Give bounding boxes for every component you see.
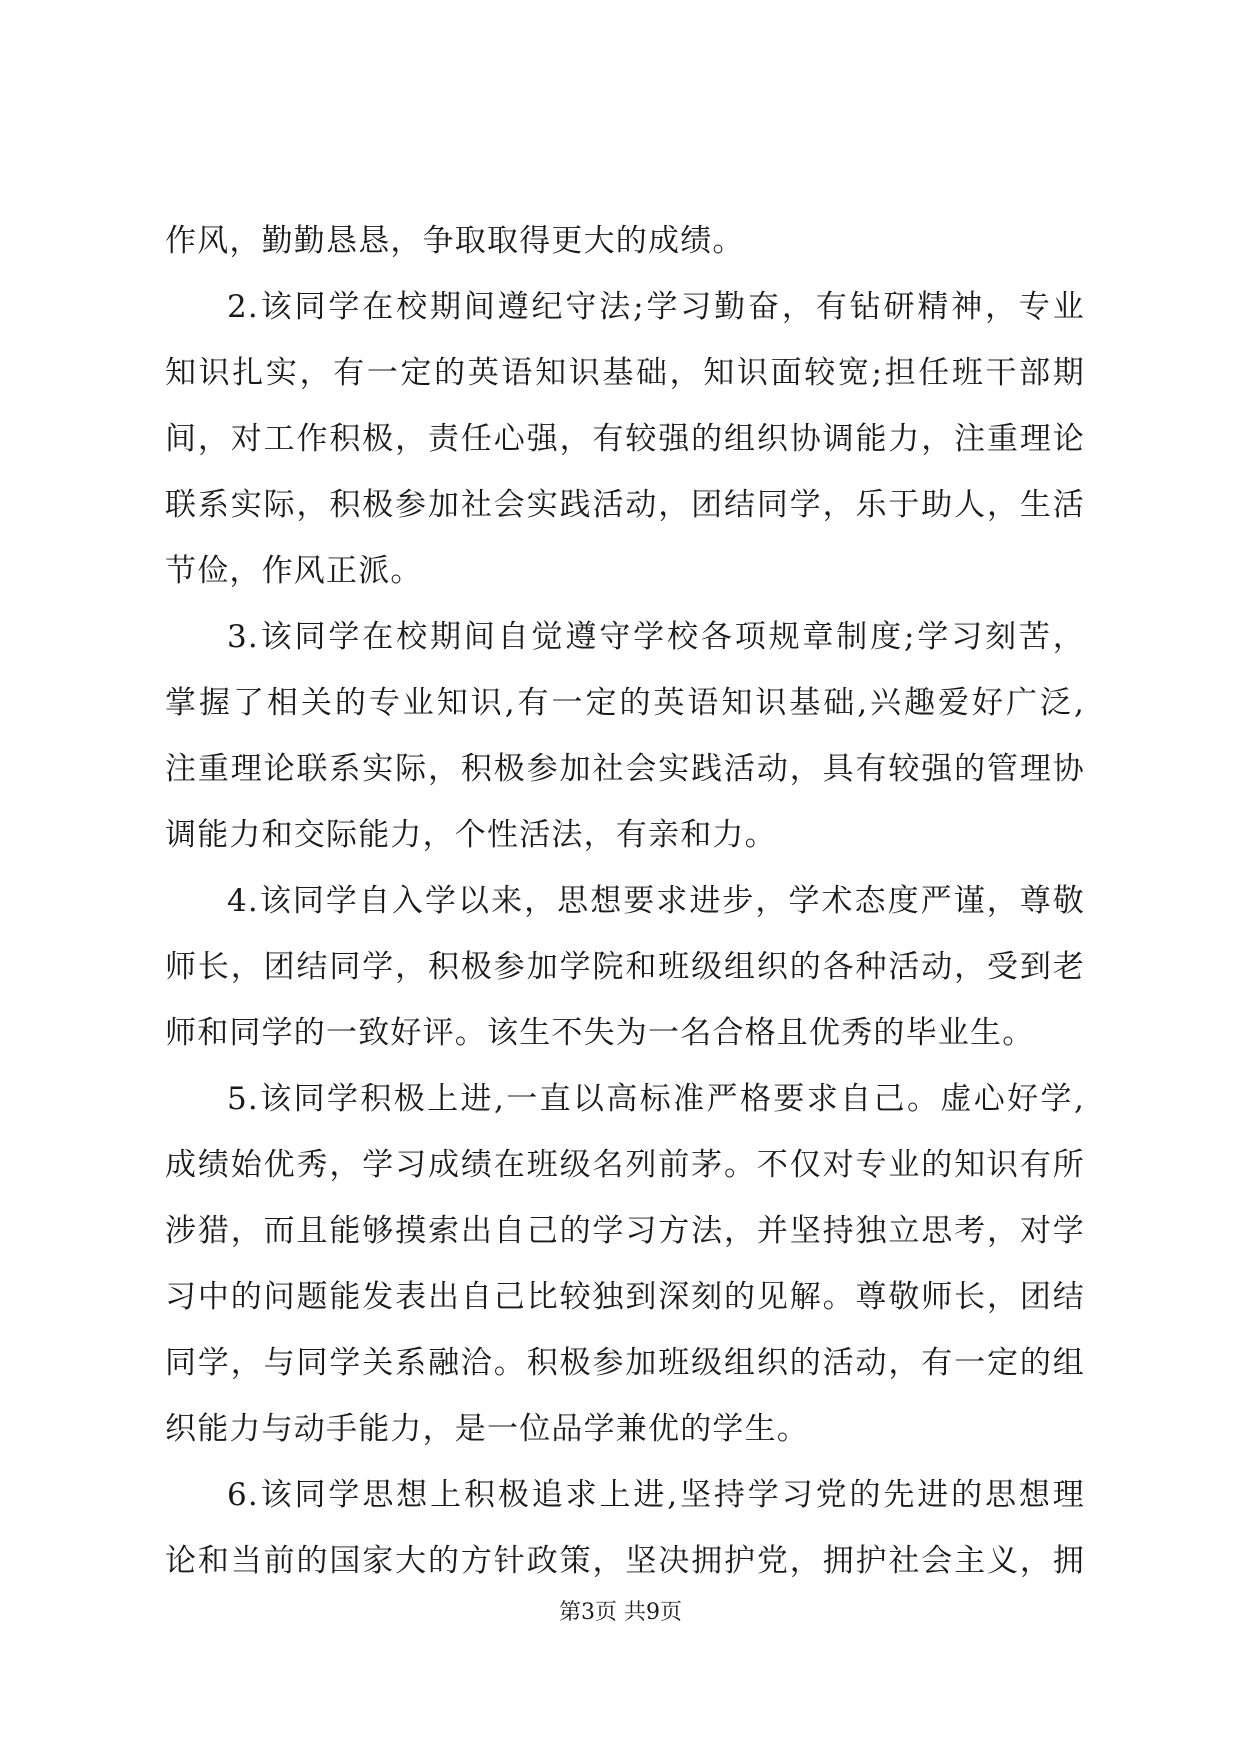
text-line: 作风，勤勤恳恳，争取取得更大的成绩。 (165, 223, 745, 259)
text-line: 6.该同学思想上积极追求上进,坚持学习党的先进的思想理 (227, 1477, 1085, 1513)
text-line: 同学，与同学关系融洽。积极参加班级组织的活动，有一定的组 (165, 1345, 1085, 1381)
text-line: 习中的问题能发表出自己比较独到深刻的见解。尊敬师长，团结 (165, 1279, 1085, 1315)
text-line: 论和当前的国家大的方针政策，坚决拥护党，拥护社会主义，拥 (165, 1543, 1085, 1579)
text-line: 师和同学的一致好评。该生不失为一名合格且优秀的毕业生。 (165, 1015, 1035, 1051)
text-line: 5.该同学积极上进,一直以高标准严格要求自己。虚心好学, (227, 1081, 1085, 1117)
text-line: 调能力和交际能力，个性活法，有亲和力。 (165, 817, 777, 853)
text-line: 节俭，作风正派。 (165, 553, 423, 589)
text-line: 知识扎实，有一定的英语知识基础，知识面较宽;担任班干部期 (165, 355, 1085, 391)
page-number-footer: 第3页 共9页 (559, 1600, 682, 1625)
text-line: 成绩始优秀，学习成绩在班级名列前茅。不仅对专业的知识有所 (165, 1147, 1085, 1183)
text-line: 涉猎，而且能够摸索出自己的学习方法，并坚持独立思考，对学 (165, 1213, 1085, 1249)
text-line: 2.该同学在校期间遵纪守法;学习勤奋，有钻研精神，专业 (227, 289, 1085, 325)
text-line: 注重理论联系实际，积极参加社会实践活动，具有较强的管理协 (165, 751, 1085, 787)
text-line: 师长，团结同学，积极参加学院和班级组织的各种活动，受到老 (165, 949, 1085, 985)
text-line: 间，对工作积极，责任心强，有较强的组织协调能力，注重理论 (165, 421, 1085, 457)
text-line: 4.该同学自入学以来，思想要求进步，学术态度严谨，尊敬 (227, 883, 1085, 919)
document-body (165, 208, 1085, 1594)
text-line: 掌握了相关的专业知识,有一定的英语知识基础,兴趣爱好广泛, (165, 685, 1085, 721)
text-line: 联系实际，积极参加社会实践活动，团结同学，乐于助人，生活 (165, 487, 1085, 523)
text-line: 3.该同学在校期间自觉遵守学校各项规章制度;学习刻苦， (227, 619, 1085, 655)
text-line: 织能力与动手能力，是一位品学兼优的学生。 (165, 1411, 809, 1447)
